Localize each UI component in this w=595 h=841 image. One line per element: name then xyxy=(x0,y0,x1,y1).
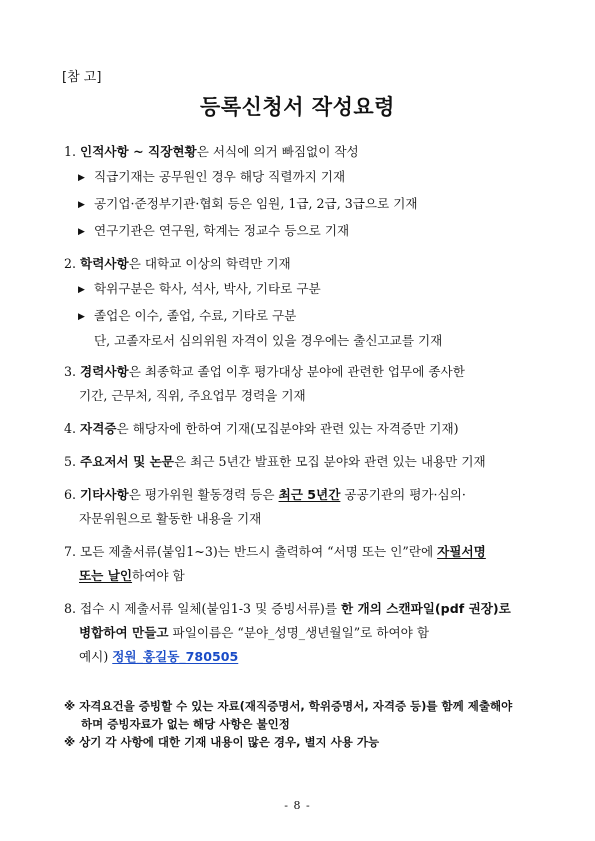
instruction-item-5 xyxy=(64,453,554,470)
emphasis-text: 병합하여 만들고 xyxy=(79,625,169,640)
instruction-item-3 xyxy=(64,363,554,404)
item-text-continued: 파일이름은 “분야_성명_생년월일”로 하여야 함 xyxy=(168,625,430,640)
item-number: 4. xyxy=(64,421,77,436)
instruction-item-6 xyxy=(64,486,554,527)
triangle-bullet-icon: ▶ xyxy=(78,173,85,183)
instruction-item-7 xyxy=(64,543,554,584)
note-2: ※ 상기 각 사항에 대한 기재 내용이 많은 경우, 별지 사용 가능 xyxy=(64,735,380,749)
instruction-item-4 xyxy=(64,420,554,437)
example-filename: 정원_홍길동_780505 xyxy=(112,649,239,664)
item-text: 은 최근 5년간 발표한 모집 분야와 관련 있는 내용만 기재 xyxy=(173,454,486,469)
emphasis-text: 또는 날인 xyxy=(79,568,133,583)
item-number: 2. xyxy=(64,256,77,271)
item-text: 은 서식에 의거 빠짐없이 작성 xyxy=(196,144,359,159)
item-text-continued: 자문위원으로 활동한 내용을 기재 xyxy=(79,511,262,526)
item-heading: 인적사항 ~ 직장현황 xyxy=(80,144,197,159)
list-item-note: 단, 고졸자로서 심의위원 자격이 있을 경우에는 출신고교를 기재 xyxy=(94,333,443,348)
item-text: 은 평가위원 활동경력 등은 xyxy=(128,487,279,502)
page-number: - 8 - xyxy=(284,799,311,812)
emphasis-text: 자필서명 xyxy=(437,544,486,559)
item-text-continued: 하여야 함 xyxy=(132,568,185,583)
instructions-body xyxy=(64,143,554,677)
triangle-bullet-icon: ▶ xyxy=(78,312,85,322)
item-heading: 기타사항 xyxy=(80,487,129,502)
list-item: ▶ 공기업·준정부기관·협회 등은 임원, 1급, 2급, 3급으로 기재 xyxy=(64,195,554,214)
example-label: 예시) xyxy=(79,649,113,664)
triangle-bullet-icon: ▶ xyxy=(78,200,85,210)
list-item: ▶ 학위구분은 학사, 석사, 박사, 기타로 구분 xyxy=(64,280,554,299)
list-item: ▶ 직급기재는 공무원인 경우 해당 직렬까지 기재 xyxy=(64,168,554,187)
reference-mark-icon: ※ xyxy=(64,699,76,713)
item-text: 은 대학교 이상의 학력만 기재 xyxy=(128,256,291,271)
item-heading: 주요저서 및 논문 xyxy=(80,454,174,469)
item-text: 은 최종학교 졸업 이후 평가대상 분야에 관련한 업무에 종사한 xyxy=(128,364,465,379)
item-number: 7. xyxy=(64,544,77,559)
page-title: 등록신청서 작성요령 xyxy=(200,95,395,119)
item-heading: 자격증 xyxy=(80,421,117,436)
item-text: 모든 제출서류(붙임1~3)는 반드시 출력하여 “서명 또는 인”란에 xyxy=(80,544,438,559)
triangle-bullet-icon: ▶ xyxy=(78,227,85,237)
instruction-item-2 xyxy=(64,255,554,349)
instruction-item-8 xyxy=(64,600,554,665)
triangle-bullet-icon: ▶ xyxy=(78,285,85,295)
note-1: ※ 자격요건을 증빙할 수 있는 자료(재직증명서, 학위증명서, 자격증 등)를 함께 제출해야 xyxy=(64,699,513,713)
instruction-item-1 xyxy=(64,143,554,241)
item-text-continued: 기간, 근무처, 직위, 주요업무 경력을 기재 xyxy=(79,388,306,403)
item-number: 1. xyxy=(64,144,77,159)
item-number: 8. xyxy=(64,601,77,616)
list-item: ▶ 졸업은 이수, 졸업, 수료, 기타로 구분 xyxy=(64,307,554,326)
item-heading: 경력사항 xyxy=(80,364,129,379)
item-number: 6. xyxy=(64,487,77,502)
item-text: 은 해당자에 한하여 기재(모집분야와 관련 있는 자격증만 기재) xyxy=(116,421,459,436)
emphasis-text: 최근 5년간 xyxy=(278,487,341,502)
note-1-continued: 하며 증빙자료가 없는 해당 사항은 불인정 xyxy=(81,717,290,731)
emphasis-text: 한 개의 스캔파일(pdf 권장)로 xyxy=(341,601,511,616)
reference-mark-icon: ※ xyxy=(64,735,76,749)
item-number: 3. xyxy=(64,364,77,379)
item-text: 접수 시 제출서류 일체(붙임1-3 및 증빙서류)를 xyxy=(80,601,341,616)
item-heading: 학력사항 xyxy=(80,256,129,271)
notes-section xyxy=(64,697,554,751)
item-number: 5. xyxy=(64,454,77,469)
item-text: 공공기관의 평가·심의· xyxy=(340,487,466,502)
reference-tag: [참 고] xyxy=(62,70,102,85)
list-item: ▶ 연구기관은 연구원, 학계는 정교수 등으로 기재 xyxy=(64,222,554,241)
